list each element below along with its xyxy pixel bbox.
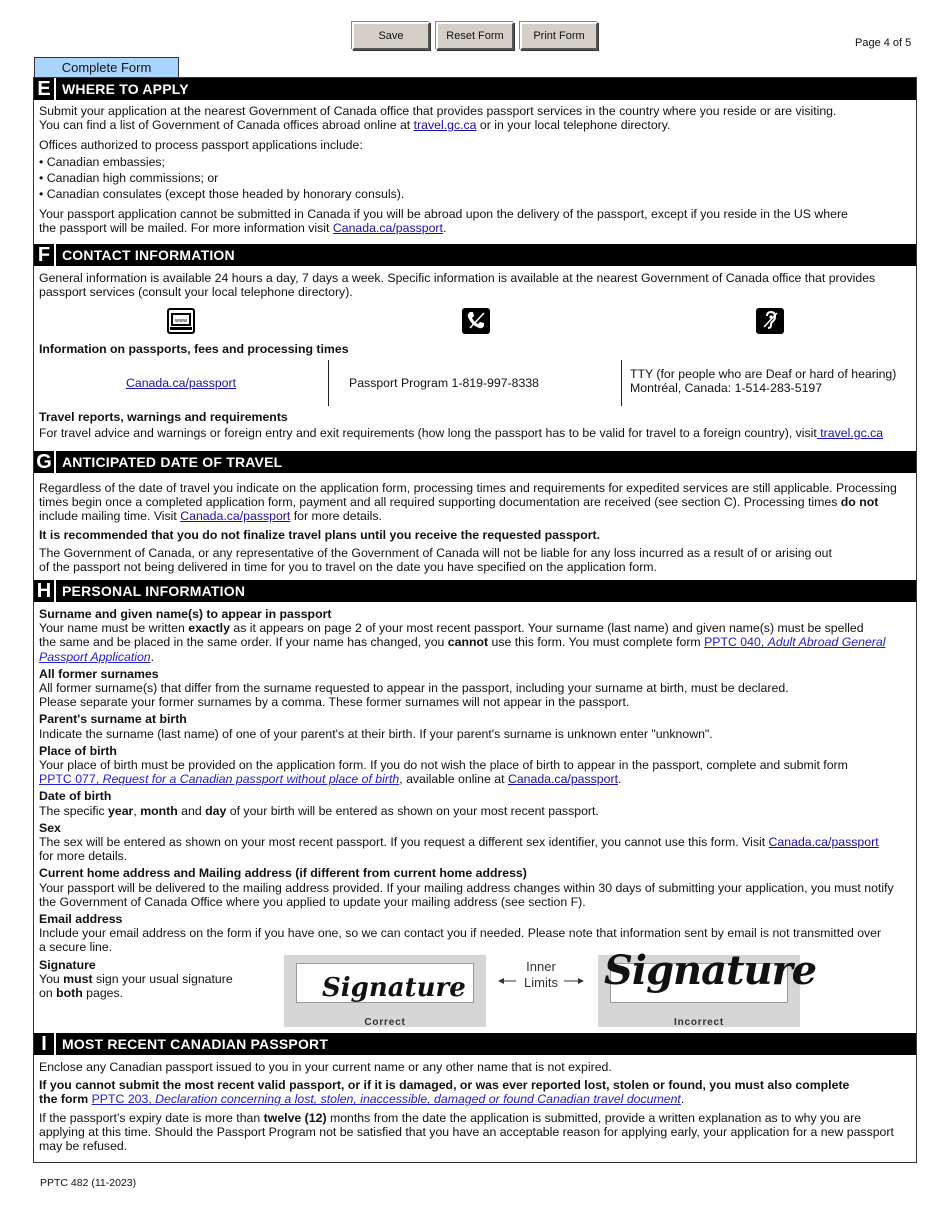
subheading: Email address [39,912,123,927]
canada-passport-link[interactable]: Canada.ca/passport [180,509,291,524]
paragraph: of the passport not being delivered in time for you to travel on the date you have specified on the application form. [39,560,657,575]
paragraph: You must sign your usual signature [39,971,233,986]
paragraph: The Government of Canada, or any representative of the Government of Canada will not be liable for any loss incurred as a result of or arising out [39,545,832,560]
section-title: PERSONAL INFORMATION [62,583,246,599]
paragraph: If the passport’s expiry date is more than twelve (12) months from the date the application is submitted, provide a written explanation as to why you are [39,1110,862,1125]
travel-reports [39,410,911,440]
signature-caption: Correct [364,1017,406,1028]
paragraph: The sex will be entered as shown on your most recent passport. If you request a different sex identifier, you cannot use this form. Visit Canada.ca/passport [39,835,879,850]
section-title: ANTICIPATED DATE OF TRAVEL [62,454,283,470]
travel-gc-link[interactable]: travel.gc.ca [413,118,477,133]
section-f-header [34,244,916,266]
paragraph: a secure line. [39,940,113,955]
travel-gc-link[interactable]: travel.gc.ca [816,426,884,441]
section-g-header [34,451,916,473]
section-letter: H [34,580,56,602]
complete-form-tab[interactable]: Complete Form [34,57,179,77]
web-icon [167,308,195,334]
divider [621,360,622,406]
list-item: • Canadian embassies; [39,154,165,169]
canada-passport-link[interactable]: Canada.ca/passport [507,772,618,787]
paragraph: All former surname(s) that differ from the surname requested to appear in the passport, including your surname at birth, must be declared. [39,681,789,696]
list-item: • Canadian consulates (except those headed by honorary consuls). [39,187,405,202]
section-letter: G [34,451,56,473]
paragraph: applying at this time. Should the Passport Program not be satisfied that you have an acceptable reason for applying early, your application for a new passport [39,1124,894,1139]
toolbar [352,22,598,50]
inner-label: Inner [526,959,556,974]
paragraph: For travel advice and warnings or foreign entry and exit requirements (how long the passport has to be valid for travel to a foreign country), visit travel.gc.ca [39,426,884,441]
paragraph: the Government of Canada Office where you applied to update your mailing address (see section F). [39,894,586,909]
section-g-body [39,481,911,574]
paragraph: include mailing time. Visit Canada.ca/passport for more details. [39,509,382,524]
save-button[interactable]: Save [352,22,430,50]
paragraph: Please separate your former surnames by a comma. These former surnames will not appear in the passport. [39,695,630,710]
section-h-body [39,607,911,1000]
pptc-203-link[interactable]: PPTC 203, Declaration concerning a lost, stolen, inaccessible, damaged or found Canadian travel document [91,1092,681,1107]
phone-icon [462,308,490,334]
section-letter: F [34,244,56,266]
section-letter: I [34,1033,56,1055]
paragraph: the form PPTC 203, Declaration concerning a lost, stolen, inaccessible, damaged or found Canadian travel document. [39,1092,685,1107]
subheading: Parent's surname at birth [39,712,187,727]
paragraph: times begin once a completed application form, payment and all required supporting documentation are received (see section C). Processing times do not [39,495,879,510]
reset-form-button[interactable]: Reset Form [436,22,514,50]
subheading: Surname and given name(s) to appear in passport [39,607,332,621]
subheading: Date of birth [39,789,112,804]
section-title: CONTACT INFORMATION [62,247,235,263]
signature-example [284,947,817,1031]
paragraph: the same and be placed in the same order. If your name has changed, you cannot use this form. You must complete form PPTC 040, Adult Abroad General [39,635,886,650]
subheading: Signature [39,957,96,972]
form-frame [33,77,917,1163]
info-heading: Information on passports, fees and processing times [39,342,349,356]
section-h-header [34,580,916,602]
pptc-077-link[interactable]: PPTC 077, Request for a Canadian passport without place of birth [39,772,400,787]
canada-passport-link[interactable]: Canada.ca/passport [768,835,879,850]
divider [328,360,329,406]
phone-cell: Passport Program 1-819-997-8338 [349,376,540,390]
form-code: PPTC 482 (11-2023) [40,1177,137,1189]
inner-limits-label [496,959,586,999]
signature-correct-text: Signature [322,973,466,1003]
subheading: All former surnames [39,666,159,681]
paragraph: You can find a list of Government of Canada offices abroad online at travel.gc.ca or in your local telephone directory. [39,118,671,133]
paragraph: Your name must be written exactly as it appears on page 2 of your most recent passport. Your surname (last name) and given name(s) must be spelled [39,621,864,636]
section-i-header [34,1033,916,1055]
paragraph: on both pages. [39,986,124,1001]
paragraph: for more details. [39,849,128,864]
limits-label: Limits [524,975,558,990]
signature-incorrect-text: Signature [604,947,817,994]
paragraph: Regardless of the date of travel you indicate on the application form, processing times and requirements for expedited services are still applicable. Processing [39,481,897,495]
subheading: Place of birth [39,743,117,758]
section-title: WHERE TO APPLY [62,81,189,97]
paragraph: Indicate the surname (last name) of one of your parent's at their birth. If your parent's surname is unknown enter "unknown". [39,726,713,741]
paragraph: Offices authorized to process passport applications include: [39,138,363,153]
page-number: Page 4 of 5 [855,37,912,49]
section-f-intro [39,271,911,299]
section-letter: E [34,78,56,100]
section-e-header [34,78,916,100]
paragraph: General information is available 24 hours a day, 7 days a week. Specific information is available at the nearest Government of Canada office that provides [39,271,876,285]
signature-caption: Incorrect [674,1017,724,1028]
travel-heading: Travel reports, warnings and requirements [39,410,288,424]
pptc-040-link[interactable]: PPTC 040, Adult Abroad General [704,635,886,650]
tty-line: Montréal, Canada: 1-514-283-5197 [630,381,823,395]
paragraph: Your passport will be delivered to the mailing address provided. If your mailing address changes within 30 days of submitting your application, you must notify [39,880,894,895]
paragraph: may be refused. [39,1139,128,1154]
paragraph: Passport Application. [39,649,155,664]
paragraph: the passport will be mailed. For more information visit Canada.ca/passport. [39,221,447,236]
paragraph: PPTC 077, Request for a Canadian passport without place of birth, available online at Canada.ca/passport. [39,772,622,787]
canada-passport-link[interactable]: Canada.ca/passport [332,221,443,236]
subheading: Current home address and Mailing address (if different from current home address) [39,866,527,881]
warning-text: It is recommended that you do not finalize travel plans until you receive the requested passport. [39,527,600,542]
paragraph: Enclose any Canadian passport issued to you in your current name or any other name that is not expired. [39,1060,612,1074]
paragraph: Include your email address on the form if you have one, so we can contact you if needed. Please note that information sent by email is not transmitted over [39,926,882,941]
signature-correct-box [284,955,486,1027]
hearing-icon [756,308,784,334]
canada-passport-link[interactable]: Canada.ca/passport [125,376,237,390]
paragraph: passport services (consult your local telephone directory). [39,285,353,300]
paragraph: The specific year, month and day of your birth will be entered as shown on your most recent passport. [39,803,599,818]
section-i-body [39,1060,911,1153]
web-cell [34,360,328,406]
paragraph: If you cannot submit the most recent valid passport, or if it is damaged, or was ever reported lost, stolen or found, you must also complete [39,1078,850,1093]
svg-text:www: www [174,318,188,324]
paragraph: Your place of birth must be provided on the application form. If you do not wish the place of birth to appear in the passport, complete and submit form [39,758,848,773]
list-item: • Canadian high commissions; or [39,170,219,185]
signature-incorrect-box [598,947,817,1028]
paragraph: Submit your application at the nearest Government of Canada office that provides passport services in the country where you reside or are visiting. [39,104,837,118]
print-form-button[interactable]: Print Form [520,22,598,50]
pptc-040-link[interactable]: Passport Application [39,649,151,664]
tty-cell [630,360,910,406]
contact-table [34,360,916,406]
paragraph: Your passport application cannot be submitted in Canada if you will be abroad upon the delivery of the passport, except if you reside in the US where [39,207,848,222]
tty-line: TTY (for people who are Deaf or hard of hearing) [630,367,897,381]
contact-icons [34,306,916,336]
section-e-body [39,104,911,236]
subheading: Sex [39,820,61,835]
section-title: MOST RECENT CANADIAN PASSPORT [62,1036,329,1052]
